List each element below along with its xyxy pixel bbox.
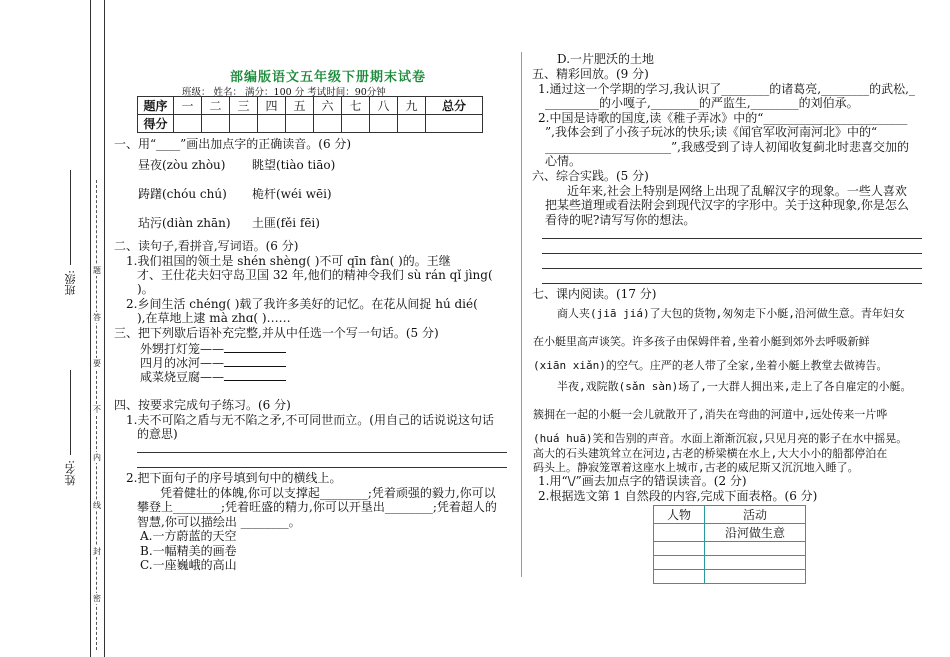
exam-info: 班级： 姓名： 满分：100 分 考试时间：90分钟 (182, 87, 386, 98)
q4-text: 凭着健壮的体魄,你可以支撑起________;凭着顽强的毅力,你可以 (160, 486, 496, 500)
table-cell[interactable] (654, 524, 705, 542)
score-cell[interactable] (314, 115, 342, 133)
column-divider (521, 52, 522, 577)
q1-item: 昼夜(zòu zhòu) (138, 158, 226, 172)
score-col: 四 (258, 97, 286, 115)
score-table (137, 96, 483, 133)
answer-line[interactable] (542, 283, 922, 284)
reading-text: 在小艇里高声谈笑。许多孩子由保姆伴着,坐着小艇到郊外去呼吸新鲜 (533, 335, 870, 348)
table-cell[interactable] (654, 556, 705, 570)
reading-text: 半夜,戏院散(sǎn sàn)场了,一大群人拥出来,走上了各自雇定的小艇。 (557, 380, 912, 393)
table-cell[interactable] (705, 542, 806, 556)
q2-text: 1.我们祖国的领土是 shén shèng( )不可 qīn fàn( )的。王继 (126, 254, 451, 268)
q7-sub: 1.用“\/”画去加点字的错误读音。(2 分) (538, 474, 747, 488)
q6-heading: 六、综合实践。(5 分) (532, 169, 649, 183)
reading-text: 商人夹(jiā jiá)了大包的货物,匆匆走下小艇,沿河做生意。青年妇女 (557, 307, 905, 320)
option: A.一方蔚蓝的天空 (140, 529, 237, 543)
seal-mark: 封 (93, 547, 101, 556)
answer-blank[interactable] (224, 352, 286, 353)
option: B.一幅精美的画卷 (140, 544, 237, 558)
reading-text: 高大的石头建筑耸立在河边,古老的桥梁横在水上,大大小小的船都停泊在 (533, 447, 888, 460)
q7-heading: 七、课内阅读。(17 分) (532, 287, 657, 301)
score-col: 二 (202, 97, 230, 115)
q4-text: 1.夫不可陷之盾与无不陷之矛,不可同世而立。(用自己的话说说这句话 (126, 413, 494, 427)
score-cell[interactable] (174, 115, 202, 133)
score-col: 五 (286, 97, 314, 115)
seal-mark: 不 (93, 405, 101, 414)
score-row-head: 得分 (138, 115, 174, 133)
option: D.一片肥沃的土地 (557, 52, 655, 66)
q5-text: _________的小嘎子,________的严监生,________的刘伯承。 (545, 96, 859, 110)
score-cell[interactable] (398, 115, 426, 133)
seal-mark: 内 (93, 453, 101, 462)
activity-table (653, 505, 806, 584)
seal-mark: 要 (93, 359, 101, 368)
q3-item: 四月的冰河—— (140, 356, 286, 371)
answer-line[interactable] (542, 238, 922, 239)
q6-text: 看待的呢?请写写你的想法。 (545, 213, 696, 227)
reading-text: (xiān xiǎn)的空气。庄严的老人带了全家,坐着小艇上教堂去做祷告。 (533, 359, 888, 372)
seal-mark: 题 (93, 266, 101, 275)
reading-text: 码头上。静寂笼罩着这座水上城市,古老的威尼斯又沉沉地入睡了。 (533, 461, 859, 474)
q2-text: ),在草地上逮 mà zhɑ( )…… (137, 311, 291, 325)
answer-line[interactable] (542, 268, 922, 269)
name-label: 姓名: (64, 460, 77, 486)
seal-line (96, 180, 97, 650)
score-cell[interactable] (370, 115, 398, 133)
exam-title: 部编版语文五年级下册期末试卷 (230, 70, 427, 85)
q7-sub: 2.根据选文第 1 自然段的内容,完成下面表格。(6 分) (538, 489, 818, 503)
q1-item: 踌躇(chóu chú) (138, 187, 227, 201)
seal-mark: 线 (93, 501, 101, 510)
q3-heading: 三、把下列歇后语补充完整,并从中任选一个写一句话。(5 分) (114, 326, 439, 340)
q5-text: ”,我体会到了小孩子玩冰的快乐;读《闻官军收河南河北》中的“ (545, 125, 878, 139)
q1-heading: 一、用“____”画出加点字的正确读音。(6 分) (114, 137, 352, 151)
q3-item: 咸菜烧豆腐—— (140, 370, 286, 385)
table-cell[interactable] (705, 556, 806, 570)
class-label: 班级: (64, 270, 77, 296)
q3-item: 外甥打灯笼—— (140, 342, 286, 357)
q5-heading: 五、精彩回放。(9 分) (532, 67, 649, 81)
seal-mark: 答 (93, 313, 101, 322)
name-blank[interactable] (70, 370, 71, 455)
score-col: 九 (398, 97, 426, 115)
q2-heading: 二、读句子,看拼音,写词语。(6 分) (114, 239, 299, 253)
q5-text: 2.中国是诗歌的国度,读《稚子弄冰》中的“________________________ (538, 111, 908, 125)
answer-blank[interactable] (224, 380, 286, 381)
table-header-activity: 活动 (705, 506, 806, 524)
option: C.一座巍峨的高山 (140, 558, 237, 572)
q2-text: 2.乡间生活 chéng( )载了我许多美好的记忆。在花从间捉 hú dié( (126, 297, 478, 311)
q6-text: 把某些道理或看法附会到现代汉字的字形中。关于这种现象,你是怎么 (545, 198, 909, 212)
binding-margin (90, 0, 105, 657)
score-head: 题序 (138, 97, 174, 115)
table-cell[interactable] (654, 570, 705, 584)
table-cell[interactable] (705, 570, 806, 584)
seal-mark: 密 (93, 594, 101, 603)
q6-text: 近年来,社会上特别是网络上出现了乱解汉字的现象。一些人喜欢 (567, 184, 907, 198)
score-cell[interactable] (230, 115, 258, 133)
q2-text: )。 (137, 282, 154, 296)
score-col: 七 (342, 97, 370, 115)
score-col: 八 (370, 97, 398, 115)
score-cell[interactable] (342, 115, 370, 133)
score-col: 一 (174, 97, 202, 115)
q4-heading: 四、按要求完成句子练习。(6 分) (114, 398, 291, 412)
q5-text: 心情。 (545, 154, 582, 168)
score-col: 三 (230, 97, 258, 115)
answer-line[interactable] (137, 452, 507, 453)
q4-text: 2.把下面句子的序号填到句中的横线上。 (126, 471, 342, 485)
q1-item: 桅杆(wéi wēi) (252, 187, 332, 201)
q1-item: 眺望(tiào tiāo) (252, 158, 336, 172)
q1-item: 玷污(diàn zhān) (138, 216, 231, 230)
table-cell: 沿河做生意 (705, 524, 806, 542)
answer-blank[interactable] (224, 366, 286, 367)
table-cell[interactable] (654, 542, 705, 556)
score-cell[interactable] (202, 115, 230, 133)
score-cell[interactable] (258, 115, 286, 133)
score-col: 六 (314, 97, 342, 115)
q1-item: 土匪(fěi fēi) (252, 216, 320, 230)
answer-line[interactable] (542, 253, 922, 254)
q4-text: 的意思) (137, 427, 178, 441)
q5-text: _____________________”,我感受到了诗人初闻收复蓟北时悲喜交加的 (545, 140, 909, 154)
class-blank[interactable] (70, 170, 71, 265)
q4-text: 智慧,你可以描绘出 ________。 (137, 515, 301, 529)
answer-line[interactable] (137, 467, 507, 468)
reading-text: 簇拥在一起的小艇一会儿就散开了,消失在弯曲的河道中,远处传来一片哗 (533, 408, 888, 421)
table-header-person: 人物 (654, 506, 705, 524)
q4-text: 攀登上________;凭着旺盛的精力,你可以开垦出________;凭着超人的 (137, 500, 497, 514)
q2-text: 才、王仕花夫妇守岛卫国 32 年,他们的精神令我们 sù rán qǐ jìng( (137, 268, 493, 282)
score-cell[interactable] (286, 115, 314, 133)
score-total: 总分 (426, 97, 483, 115)
reading-text: (huá huā)笑和告别的声音。水面上渐渐沉寂,只见月亮的影子在水中摇晃。 (533, 432, 908, 445)
score-cell[interactable] (426, 115, 483, 133)
q5-text: 1.通过这一个学期的学习,我认识了________的诸葛亮,________的武松,_ (538, 82, 915, 96)
